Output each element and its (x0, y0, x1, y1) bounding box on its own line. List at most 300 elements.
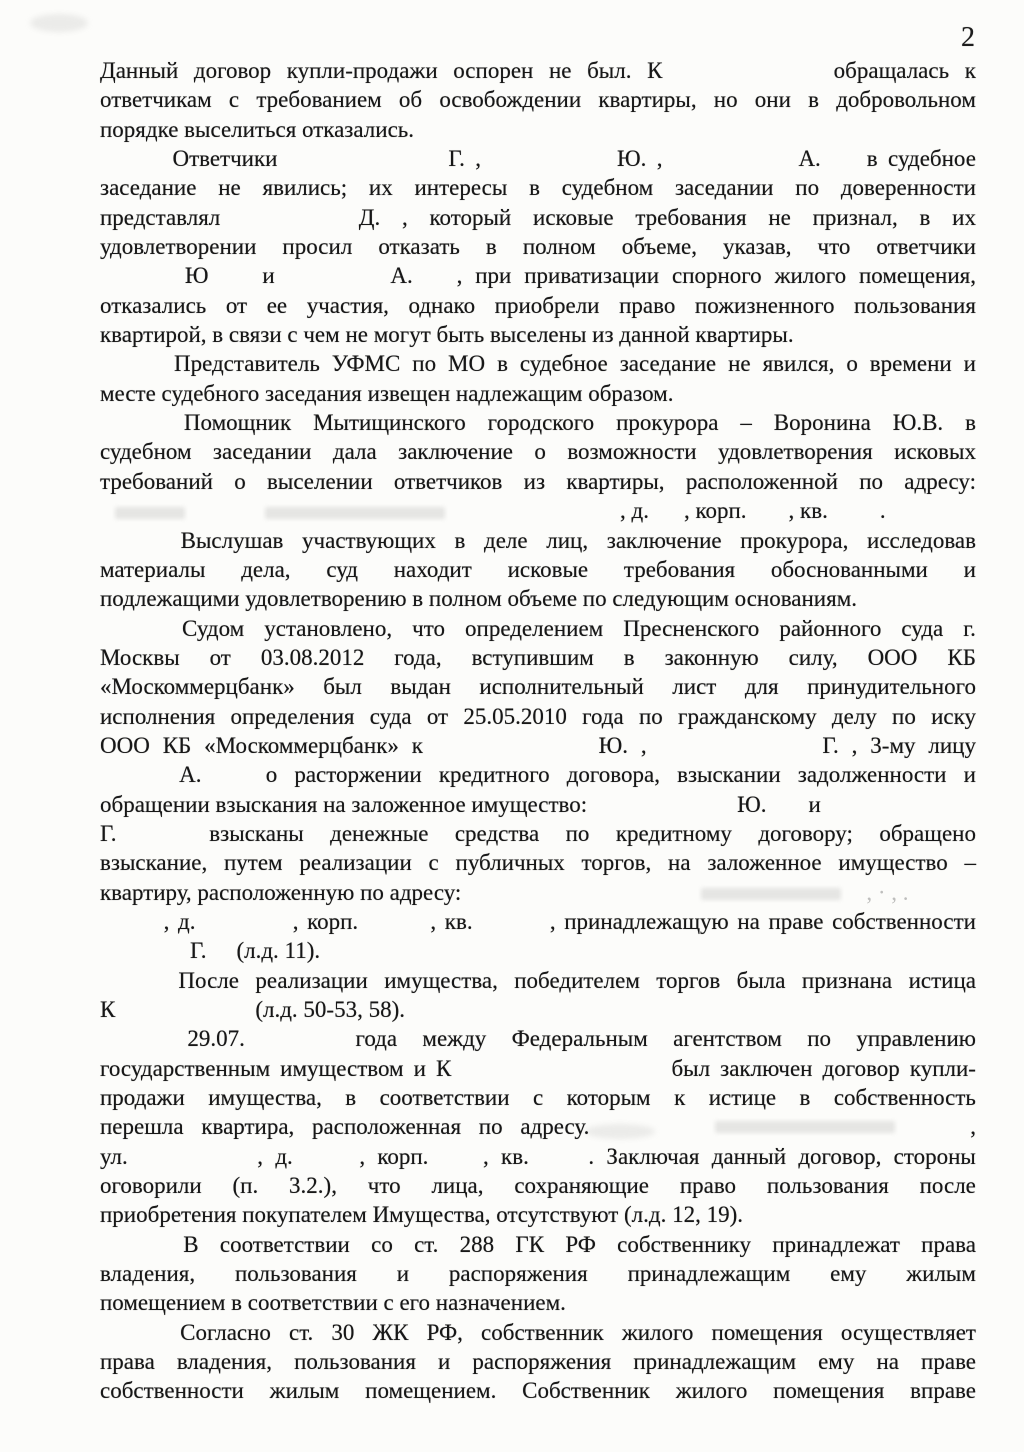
word: и (963, 351, 976, 377)
redaction-gap (441, 1163, 471, 1164)
word: Пресненского (623, 615, 760, 641)
text-line (100, 261, 976, 290)
word: находит (393, 556, 472, 582)
word: договору; (758, 820, 853, 846)
word: средства (454, 820, 540, 846)
word: лица, (431, 1173, 484, 1199)
word: д. (275, 1143, 293, 1169)
word: МО (448, 351, 486, 377)
word: расположенной (685, 468, 838, 494)
blurred-redacted-text (701, 888, 841, 900)
word: и (963, 556, 976, 582)
word: отказались (100, 292, 207, 318)
word: К (436, 1055, 452, 1081)
word: по (412, 351, 437, 377)
word: Судом (182, 615, 245, 641)
word: жилого (675, 1378, 748, 1404)
redaction-gap (673, 165, 788, 166)
word: объеме, (621, 234, 698, 260)
word: ему (818, 1349, 855, 1375)
word: А. (798, 146, 821, 172)
word: 30 (331, 1319, 355, 1345)
redaction-gap (607, 1133, 697, 1134)
word: исполнительный (479, 674, 644, 700)
word: оспорен (453, 58, 534, 83)
word: путем (223, 850, 283, 876)
word: времени (869, 351, 952, 377)
redaction-gap (541, 1163, 576, 1164)
word: , (549, 908, 556, 934)
word: РФ, (426, 1319, 463, 1345)
word: владения, (176, 1349, 272, 1375)
word: оговорили (100, 1173, 202, 1199)
word: участвующих (302, 527, 436, 553)
text-line: Г. (л.д. 11). (100, 936, 976, 965)
word: купли-продажи (286, 58, 438, 83)
text-line (100, 1054, 976, 1083)
word: года (582, 703, 624, 729)
word: от (426, 703, 449, 729)
word: заключение (398, 439, 513, 465)
word: исковых (894, 439, 976, 465)
word: освобождении (439, 87, 582, 113)
word: помещения (711, 1319, 823, 1345)
text-line (100, 760, 976, 789)
word: осуществляет (840, 1319, 976, 1345)
word: праве (768, 908, 824, 934)
word: требованием (256, 87, 382, 113)
word: в (529, 175, 540, 201)
redaction-gap (841, 899, 866, 900)
redaction-gap (461, 899, 701, 900)
word: о (234, 468, 246, 494)
text-line (100, 203, 976, 232)
word: Представитель (173, 351, 320, 377)
word: ст. (289, 1319, 314, 1345)
word: с (533, 1085, 544, 1111)
redaction-gap (747, 517, 789, 518)
word: приватизации (524, 263, 660, 289)
word: пользования (766, 1173, 889, 1199)
word: адресу: (904, 468, 976, 494)
word: требования (623, 556, 736, 582)
word: взыскание, (100, 850, 208, 876)
redaction-gap (426, 282, 444, 283)
word: денежные (330, 820, 429, 846)
word: в (623, 644, 635, 670)
redaction-gap (204, 928, 284, 929)
word: ее (266, 292, 288, 318)
text-line (100, 349, 976, 378)
word: , (163, 908, 170, 934)
word: , (456, 263, 463, 289)
word: принадлежащую (564, 908, 729, 934)
word: был (671, 1055, 711, 1081)
word: , (359, 1143, 366, 1169)
word: принадлежат (772, 1231, 900, 1257)
word: полном (522, 234, 596, 260)
word: ГК (515, 1231, 545, 1257)
word: лицу (928, 732, 976, 758)
redaction-gap (461, 1075, 661, 1076)
word: приобрели (494, 292, 600, 318)
word: что (412, 615, 445, 641)
word: Ю. (598, 732, 629, 758)
redaction-gap (100, 987, 162, 988)
word: заседании (212, 439, 312, 465)
word: Д. (358, 204, 381, 230)
word: имущества, (384, 967, 498, 993)
word: пожизненного (694, 292, 835, 318)
word: договор (193, 58, 272, 83)
word: суда (369, 703, 412, 729)
redaction-gap (587, 811, 737, 812)
word: в (485, 234, 497, 260)
word: принадлежащим (627, 1261, 791, 1287)
word: отказать (378, 234, 460, 260)
word: УФМС (331, 351, 401, 377)
word: праве (921, 1349, 976, 1375)
word: прокурора (616, 410, 719, 436)
redaction-gap (445, 517, 620, 518)
word: данный (711, 1143, 787, 1169)
word: представлял (100, 204, 221, 230)
text-line: , д. , корп. , кв. . (100, 496, 976, 525)
word: от (225, 292, 248, 318)
redaction-gap (100, 547, 162, 548)
word: стороны (893, 1143, 976, 1169)
word: заключение (606, 527, 722, 553)
word: Ю. (616, 146, 647, 172)
word: суд (326, 556, 358, 582)
word: принадлежащим (633, 1349, 797, 1375)
word: заседание (619, 351, 717, 377)
redaction-gap (100, 928, 155, 929)
redaction-gap (100, 429, 162, 430)
word: , (292, 908, 299, 934)
word: лиц, (546, 527, 589, 553)
word: собственнику (617, 1231, 752, 1257)
word: силу, (788, 644, 838, 670)
word: прокурора, (740, 527, 849, 553)
word: вступившим (471, 644, 594, 670)
word: и (438, 1349, 451, 1375)
word: добровольном (836, 87, 976, 113)
word: Ю.В. (892, 410, 944, 436)
blurred-redacted-text (115, 507, 185, 519)
word: пользования (854, 292, 976, 318)
word: Помощник (183, 410, 292, 436)
redaction-gap (767, 811, 809, 812)
word: К (647, 58, 663, 83)
word: в (454, 527, 466, 553)
word: явился, (762, 351, 835, 377)
word: и (963, 762, 976, 788)
word: законную (664, 644, 759, 670)
word: требований (100, 468, 213, 494)
redaction-gap (140, 1163, 245, 1164)
word: Г. (100, 820, 117, 846)
word: распоряжения (472, 1349, 612, 1375)
redaction-gap (100, 1251, 162, 1252)
word: не (548, 58, 572, 83)
word: истице (708, 1085, 777, 1111)
word: 29.07. (187, 1026, 245, 1052)
word: ООО (100, 732, 150, 758)
word: судебное (519, 351, 608, 377)
word: для (744, 674, 779, 700)
text-line (100, 848, 976, 877)
word: Федеральным (511, 1026, 648, 1052)
text-line (100, 1083, 976, 1112)
word: не (768, 204, 791, 230)
redaction-gap (242, 224, 337, 225)
word: РФ (565, 1231, 596, 1257)
text-line (100, 614, 976, 643)
word: об (398, 87, 423, 113)
word: со (371, 1231, 393, 1257)
redaction-gap (100, 957, 190, 958)
word: помещением. (365, 1378, 497, 1404)
redaction-gap (100, 282, 172, 283)
word: заседании (674, 175, 774, 201)
word: о (846, 351, 858, 377)
text-line: квартиру, расположенную по адресу: , · , . (100, 879, 909, 905)
word: права (100, 1349, 155, 1375)
word: спорного (671, 263, 762, 289)
text-line (100, 1259, 976, 1288)
redaction-gap (100, 517, 115, 518)
word: исследовав (867, 527, 976, 553)
word: расторжении (294, 762, 422, 788)
word: была (736, 967, 786, 993)
word: ЖК (372, 1319, 409, 1345)
word: , (640, 732, 647, 758)
word: купли- (909, 1055, 976, 1081)
blurred-redacted-text (715, 1121, 895, 1133)
word: их (952, 204, 976, 230)
word: по (478, 1114, 503, 1140)
word: Согласно (180, 1319, 271, 1345)
word: помещения, (859, 263, 976, 289)
word: Г. (448, 146, 465, 172)
word: ответчиков (393, 468, 503, 494)
word: в (497, 351, 508, 377)
word: перешла (100, 1114, 184, 1140)
text-line (100, 555, 976, 584)
word: кв. (501, 1143, 529, 1169)
word: по (638, 703, 663, 729)
word: заседание (100, 175, 197, 201)
word: не (218, 175, 241, 201)
word: обращено (879, 820, 976, 846)
word: , (970, 1114, 976, 1140)
word: , (851, 732, 858, 758)
word: но (713, 87, 738, 113)
word: принудительного (807, 674, 976, 700)
word: исковые (507, 556, 589, 582)
word: на (737, 908, 760, 934)
word: имущества, (208, 1085, 322, 1111)
word: в (965, 410, 976, 436)
word: собственность (833, 1085, 976, 1111)
word: Выслушав (180, 527, 284, 553)
text-line: обращении взыскания на заложенное имущество: Ю. и (100, 791, 821, 817)
word: договора, (566, 762, 660, 788)
faint-scan-marks: , · , . (866, 879, 909, 905)
word: торгов, (581, 850, 652, 876)
word: ул. (100, 1143, 128, 1169)
word: Данный (100, 58, 179, 83)
word: был (323, 674, 362, 700)
word: с (228, 87, 240, 113)
word: суда (901, 615, 944, 641)
word: выселении (267, 468, 373, 494)
word: обоснованными (770, 556, 928, 582)
word: судебное (888, 146, 976, 172)
word: кв. (444, 908, 473, 934)
word: что (367, 1173, 401, 1199)
word: «Москоммерцбанк» (204, 732, 399, 758)
word: лист (672, 674, 717, 700)
word: гражданскому (678, 703, 817, 729)
word: к (964, 58, 976, 83)
word: удовлетворения (718, 439, 873, 465)
word: дала (332, 439, 377, 465)
text-line: подлежащими удовлетворению в полном объеме по следующим основаниям. (100, 586, 858, 612)
word: А. (390, 263, 413, 289)
word: года, (394, 644, 442, 670)
word: не (728, 351, 751, 377)
word: реализации (299, 850, 412, 876)
word: ему (830, 1261, 867, 1287)
word: Москвы (100, 644, 180, 670)
word: обращалась (833, 58, 950, 83)
word: исковые (533, 204, 614, 230)
word: городского (487, 410, 595, 436)
redaction-gap (270, 1045, 330, 1046)
text-line (100, 672, 976, 701)
word: 03.08.2012 (260, 644, 365, 670)
word: определения (230, 703, 355, 729)
text-line: месте судебного заседания извещен надлежащим образом. (100, 380, 674, 406)
word: дела, (241, 556, 291, 582)
page-number: 2 (961, 22, 975, 53)
redaction-gap (100, 635, 162, 636)
text-line: квартирой, в связи с чем не могут быть выселены из данной квартиры. (100, 322, 794, 348)
word: при (475, 263, 512, 289)
word: по (859, 468, 883, 494)
redaction-gap (913, 1133, 953, 1134)
word: право (619, 292, 676, 318)
word: по (565, 820, 590, 846)
word: на (876, 1349, 899, 1375)
word: корп. (377, 1143, 429, 1169)
word: о (534, 439, 546, 465)
word: пользования (234, 1261, 357, 1287)
word: материалы (100, 556, 206, 582)
word: сохраняющие (514, 1173, 649, 1199)
word: к (411, 732, 423, 758)
word: указав, (723, 234, 792, 260)
word: однако (408, 292, 476, 318)
word: в (808, 87, 819, 113)
word: кредитному (615, 820, 732, 846)
word: КБ (947, 644, 976, 670)
word: просил (282, 234, 353, 260)
word: жилым (906, 1261, 976, 1287)
word: . (588, 1143, 595, 1169)
word: ООО (867, 644, 918, 670)
text-line: приобретения покупателем Имущества, отсутствуют (л.д. 12, 19). (100, 1202, 744, 1228)
word: от (209, 644, 231, 670)
text-line (100, 1024, 976, 1053)
word: был. (587, 58, 632, 83)
redaction-gap (367, 928, 422, 929)
text-line (100, 173, 976, 202)
word: (п. (232, 1173, 259, 1199)
word: судебном (100, 439, 192, 465)
text-line: порядке выселиться отказались. (100, 116, 415, 142)
word: взыскании (677, 762, 781, 788)
word: публичных (455, 850, 565, 876)
redaction-gap (481, 928, 541, 929)
word: д. (178, 908, 196, 934)
word: права (921, 1231, 976, 1257)
text-line (100, 526, 976, 555)
word: о (265, 762, 278, 788)
word: признал, (812, 204, 898, 230)
word: выдан (390, 674, 451, 700)
word: имущество (838, 850, 948, 876)
word: установлено, (264, 615, 393, 641)
word: продажи (100, 1085, 185, 1111)
word: что (817, 234, 851, 260)
word: пользования (294, 1349, 416, 1375)
redaction-gap (115, 1016, 255, 1017)
word: Собственник (522, 1378, 650, 1404)
redaction-gap (221, 282, 249, 283)
word: заключен (720, 1055, 813, 1081)
word: договор (822, 1055, 900, 1081)
word: 3-му (870, 732, 916, 758)
word: , (257, 1143, 264, 1169)
word: и (413, 1055, 426, 1081)
word: реализации (255, 967, 368, 993)
word: торгов (656, 967, 721, 993)
text-line (100, 1112, 976, 1141)
text-line (100, 907, 976, 936)
redaction-gap (100, 781, 162, 782)
word: Заключая (606, 1143, 700, 1169)
word: , (402, 204, 408, 230)
word: с (428, 850, 439, 876)
word: после (919, 1173, 976, 1199)
redaction-gap (828, 517, 880, 518)
word: собственности (100, 1378, 244, 1404)
word: г. (963, 615, 976, 641)
text-line (100, 408, 976, 437)
redaction-gap (206, 957, 236, 958)
redaction-gap (100, 165, 162, 166)
text-line (100, 643, 976, 672)
word: собственник (481, 1319, 604, 1345)
word: взысканы (209, 820, 304, 846)
word: Ответчики (172, 146, 278, 172)
word: Г. (822, 732, 839, 758)
word: участия, (306, 292, 389, 318)
word: из (523, 468, 546, 494)
